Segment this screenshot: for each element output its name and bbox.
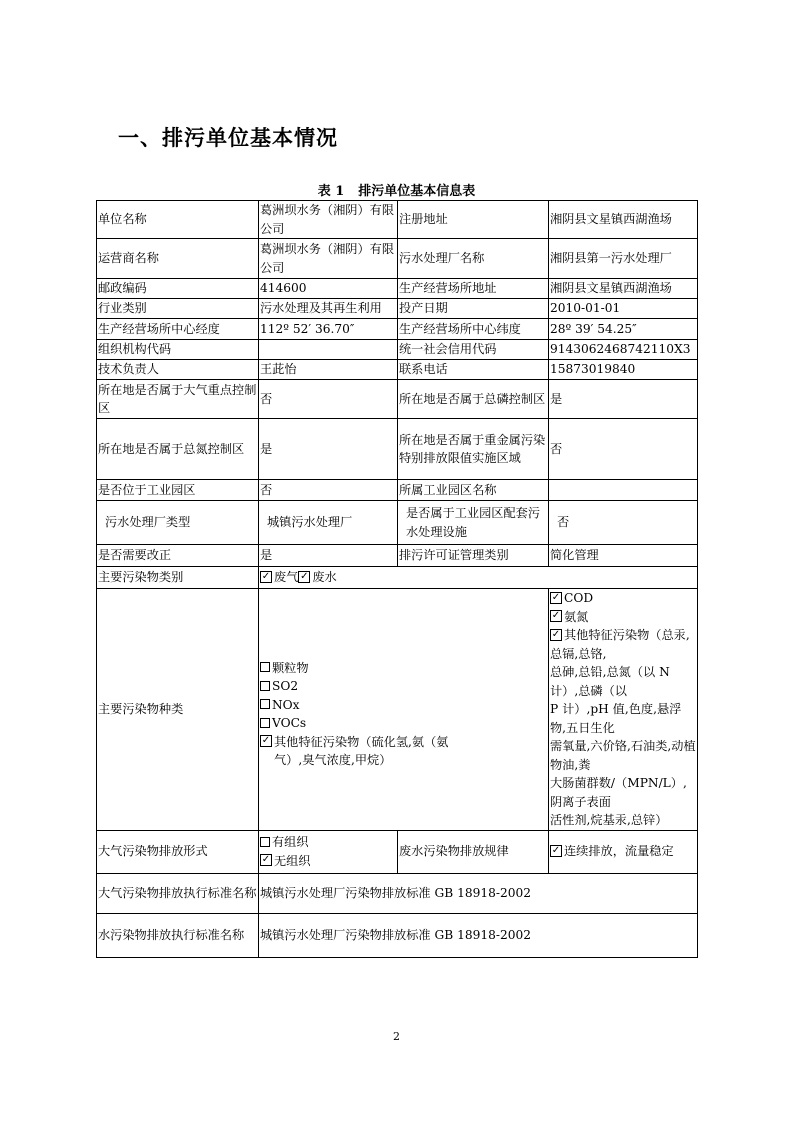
value-cell: 简化管理 [549, 545, 698, 567]
list-item-continued: 活性剂,烷基汞,总锌） [550, 813, 668, 827]
value-cell: 城镇污水处理厂污染物排放标准 GB 18918-2002 [259, 873, 698, 913]
value-cell: 城镇污水处理厂污染物排放标准 GB 18918-2002 [259, 913, 698, 957]
label-cell: 是否位于工业园区 [97, 480, 259, 501]
checked-box-icon [260, 735, 272, 747]
basic-info-table [96, 200, 698, 958]
list-item: ✓其他特征污染物（硫化氢,氨（氨 [260, 733, 547, 752]
checked-box-icon [260, 854, 272, 866]
value-cell: 湘阴县第一污水处理厂 [549, 239, 698, 279]
list-item: ✓其他特征污染物（总汞,总镉,总铬, [550, 626, 696, 663]
value-cell [259, 340, 398, 360]
value-cell: 2010-01-01 [549, 299, 698, 319]
label-cell: 邮政编码 [97, 279, 259, 299]
label-cell: 是否需要改正 [97, 545, 259, 567]
label-cell: 统一社会信用代码 [398, 340, 549, 360]
value-cell: ✓ 连续排放，流量稳定 [549, 830, 698, 873]
label-cell: 注册地址 [398, 201, 549, 239]
label-cell: 生产经营场所中心经度 [97, 319, 259, 340]
value-cell: 葛洲坝水务（湘阴）有限公司 [259, 239, 398, 279]
value-cell: 是 [259, 545, 398, 567]
label-cell: 所在地是否属于大气重点控制区 [97, 380, 259, 419]
label-cell: 组织机构代码 [97, 340, 259, 360]
table-row [97, 501, 698, 545]
value-cell [259, 567, 698, 589]
list-item: 颗粒物 [260, 659, 547, 678]
label-cell: 运营商名称 [97, 239, 259, 279]
table-number: 表 1 [317, 184, 345, 199]
table-row [97, 340, 698, 360]
table-row [97, 419, 698, 480]
label-cell: 单位名称 [97, 201, 259, 239]
value-cell: 是 [549, 380, 698, 419]
checked-box-icon [550, 592, 562, 604]
label-cell: 污水处理厂类型 [97, 501, 259, 545]
value-cell: 28º 39′ 54.25″ [549, 319, 698, 340]
checked-box-icon [550, 845, 562, 857]
label-cell: 所属工业园区名称 [398, 480, 549, 501]
list-item: NOx [260, 696, 547, 715]
table-row [97, 480, 698, 501]
value-cell: 湘阴县文星镇西湖渔场 [549, 279, 698, 299]
label-cell: 联系电话 [398, 360, 549, 380]
list-item-continued: 总砷,总铅,总氮（以 N 计）,总磷（以 [550, 665, 670, 698]
unchecked-box-icon [260, 718, 270, 728]
label-cell: 是否属于工业园区配套污水处理设施 [398, 501, 549, 545]
unchecked-box-icon [260, 837, 270, 847]
air-pollutants-cell [259, 589, 549, 831]
table-row [97, 830, 698, 873]
value-cell: 9143062468742110X3 [549, 340, 698, 360]
value-cell [259, 830, 398, 873]
table-title: 排污单位基本信息表 [358, 184, 476, 199]
checked-box-icon [550, 629, 562, 641]
label-cell: 大气污染物排放形式 [97, 830, 259, 873]
label-cell: 主要污染物类别 [97, 567, 259, 589]
value-cell: 112º 52′ 36.70″ [259, 319, 398, 340]
list-item: VOCs [260, 714, 547, 733]
value-cell [549, 480, 698, 501]
label-cell: 主要污染物种类 [97, 589, 259, 831]
checked-box-icon [298, 571, 310, 583]
value-cell: 否 [549, 419, 698, 480]
value-cell: 污水处理及其再生利用 [259, 299, 398, 319]
unchecked-box-icon [260, 681, 270, 691]
value-cell: 15873019840 [549, 360, 698, 380]
label-cell: 所在地是否属于总氮控制区 [97, 419, 259, 480]
checked-box-icon [260, 571, 272, 583]
water-pollutants-cell [549, 589, 698, 831]
value-cell: 王茈怡 [259, 360, 398, 380]
table-row [97, 913, 698, 957]
table-row [97, 279, 698, 299]
label-cell: 大气污染物排放执行标准名称 [97, 873, 259, 913]
value-cell: 湘阴县文星镇西湖渔场 [549, 201, 698, 239]
label-cell: 生产经营场所中心纬度 [398, 319, 549, 340]
table-row [97, 589, 698, 831]
table-row [97, 567, 698, 589]
label-cell: 废水污染物排放规律 [398, 830, 549, 873]
table-row [97, 380, 698, 419]
list-item-continued: 需氧量,六价铬,石油类,动植物油,粪 [550, 739, 696, 772]
value-cell: 城镇污水处理厂 [259, 501, 398, 545]
table-row [97, 545, 698, 567]
label-cell: 行业类别 [97, 299, 259, 319]
value-cell: 414600 [259, 279, 398, 299]
list-item-continued: 气）,臭气浓度,甲烷） [274, 753, 392, 768]
value-cell: 否 [549, 501, 698, 545]
value-cell: 否 [259, 480, 398, 501]
label-cell: 水污染物排放执行标准名称 [97, 913, 259, 957]
list-item-continued: P 计）,pH 值,色度,悬浮物,五日生化 [550, 702, 682, 735]
section-title: 一、排污单位基本情况 [118, 126, 338, 150]
page-number: 2 [393, 1030, 400, 1043]
list-item: ✓氨氮 [550, 608, 696, 627]
list-item: SO2 [260, 677, 547, 696]
table-row [97, 299, 698, 319]
value-cell: 葛洲坝水务（湘阴）有限公司 [259, 201, 398, 239]
category-gas: 废气 [274, 570, 299, 585]
label-cell: 生产经营场所地址 [398, 279, 549, 299]
label-cell: 所在地是否属于重金属污染特别排放限值实施区域 [398, 419, 549, 480]
label-cell: 所在地是否属于总磷控制区 [398, 380, 549, 419]
unchecked-box-icon [260, 662, 270, 672]
table-row [97, 873, 698, 913]
unchecked-box-icon [260, 699, 270, 709]
category-water: 废水 [312, 570, 337, 585]
label-cell: 技术负责人 [97, 360, 259, 380]
table-caption [0, 180, 793, 199]
table-row [97, 319, 698, 340]
label-cell: 污水处理厂名称 [398, 239, 549, 279]
list-item: ✓无组织 [260, 852, 396, 871]
list-item: ✓COD [550, 589, 696, 608]
table-row [97, 360, 698, 380]
list-item: 有组织 [260, 833, 396, 852]
checked-box-icon [550, 610, 562, 622]
list-item-continued: 大肠菌群数/（MPN/L）,阴离子表面 [550, 776, 687, 809]
value-cell: 否 [259, 380, 398, 419]
table-row [97, 201, 698, 239]
table-row [97, 239, 698, 279]
label-cell: 排污许可证管理类别 [398, 545, 549, 567]
value-cell: 是 [259, 419, 398, 480]
label-cell: 投产日期 [398, 299, 549, 319]
